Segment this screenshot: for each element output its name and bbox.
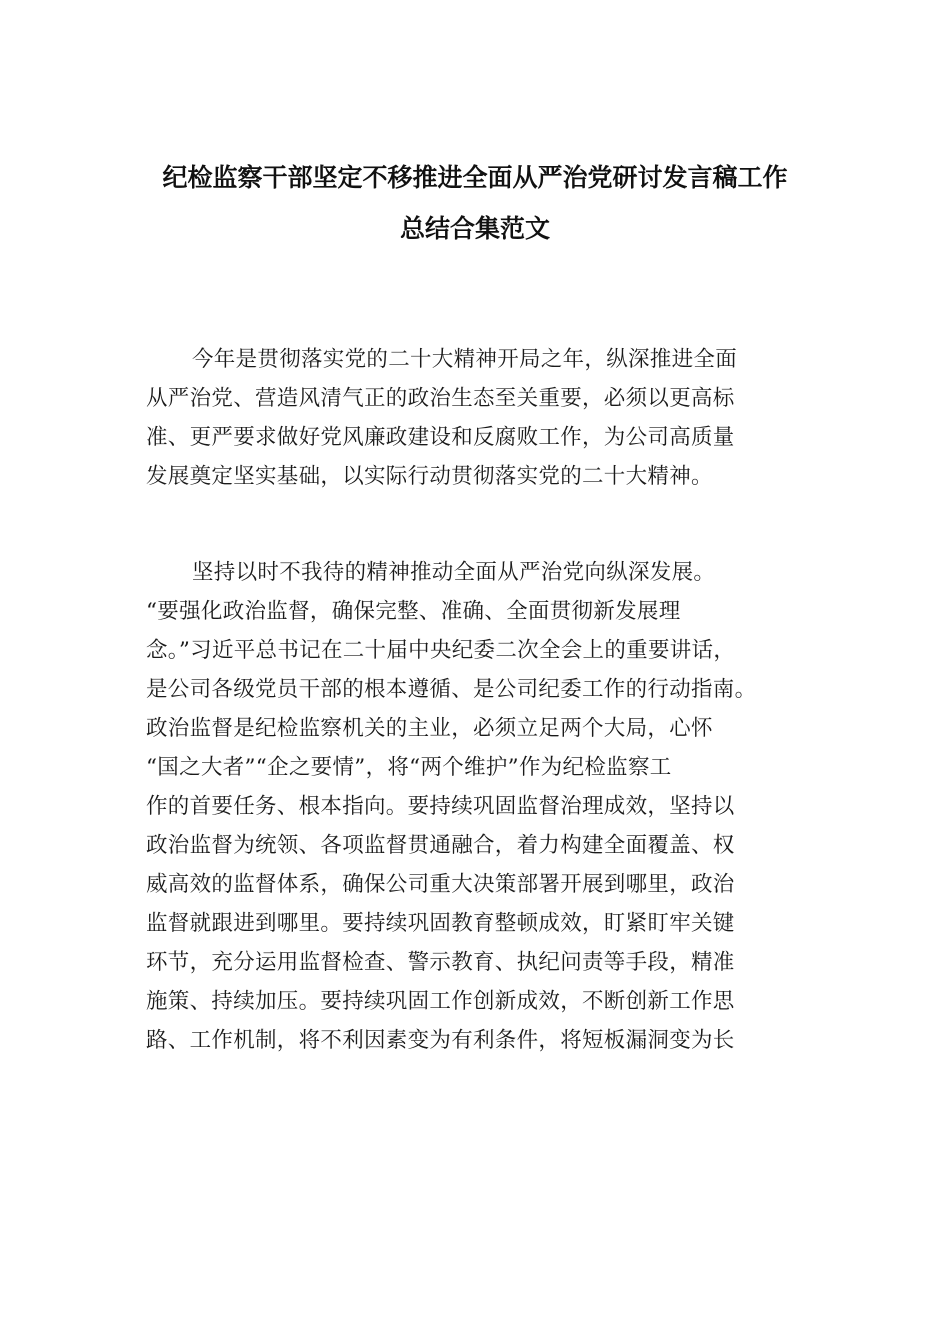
paragraph-line: “国之大者”“企之要情”，将“两个维护”作为纪检监察工 bbox=[146, 755, 672, 780]
paragraph-line: 是公司各级党员干部的根本遵循、是公司纪委工作的行动指南。 bbox=[146, 677, 757, 702]
paragraph-line: “要强化政治监督，确保完整、准确、全面贯彻新发展理 bbox=[146, 599, 681, 624]
paragraph-line: 环节，充分运用监督检查、警示教育、执纪问责等手段，精准 bbox=[146, 950, 735, 975]
paragraph-1 bbox=[146, 340, 810, 496]
paragraph-line: 今年是贯彻落实党的二十大精神开局之年，纵深推进全面 bbox=[192, 347, 738, 372]
paragraph-line: 念。”习近平总书记在二十届中央纪委二次全会上的重要讲话， bbox=[146, 638, 736, 663]
title-line-2: 总结合集范文 bbox=[399, 214, 550, 243]
paragraph-line: 监督就跟进到哪里。要持续巩固教育整顿成效，盯紧盯牢关键 bbox=[146, 911, 735, 936]
paragraph-line: 威高效的监督体系，确保公司重大决策部署开展到哪里，政治 bbox=[146, 872, 735, 897]
paragraph-line: 发展奠定坚实基础，以实际行动贯彻落实党的二十大精神。 bbox=[146, 464, 713, 489]
paragraph-2 bbox=[146, 553, 810, 1060]
paragraph-line: 政治监督为统领、各项监督贯通融合，着力构建全面覆盖、权 bbox=[146, 833, 735, 858]
paragraph-line: 准、更严要求做好党风廉政建设和反腐败工作，为公司高质量 bbox=[146, 425, 735, 450]
title-line-1: 纪检监察干部坚定不移推进全面从严治党研讨发言稿工作 bbox=[162, 163, 788, 192]
paragraph-line: 坚持以时不我待的精神推动全面从严治党向纵深发展。 bbox=[192, 560, 716, 585]
paragraph-line: 政治监督是纪检监察机关的主业，必须立足两个大局，心怀 bbox=[146, 716, 713, 741]
paragraph-line: 从严治党、营造风清气正的政治生态至关重要，必须以更高标 bbox=[146, 386, 735, 411]
document-title bbox=[0, 152, 950, 254]
paragraph-line: 作的首要任务、根本指向。要持续巩固监督治理成效，坚持以 bbox=[146, 794, 735, 819]
paragraph-line: 施策、持续加压。要持续巩固工作创新成效，不断创新工作思 bbox=[146, 989, 735, 1014]
paragraph-line: 路、工作机制，将不利因素变为有利条件，将短板漏洞变为长 bbox=[146, 1028, 735, 1053]
